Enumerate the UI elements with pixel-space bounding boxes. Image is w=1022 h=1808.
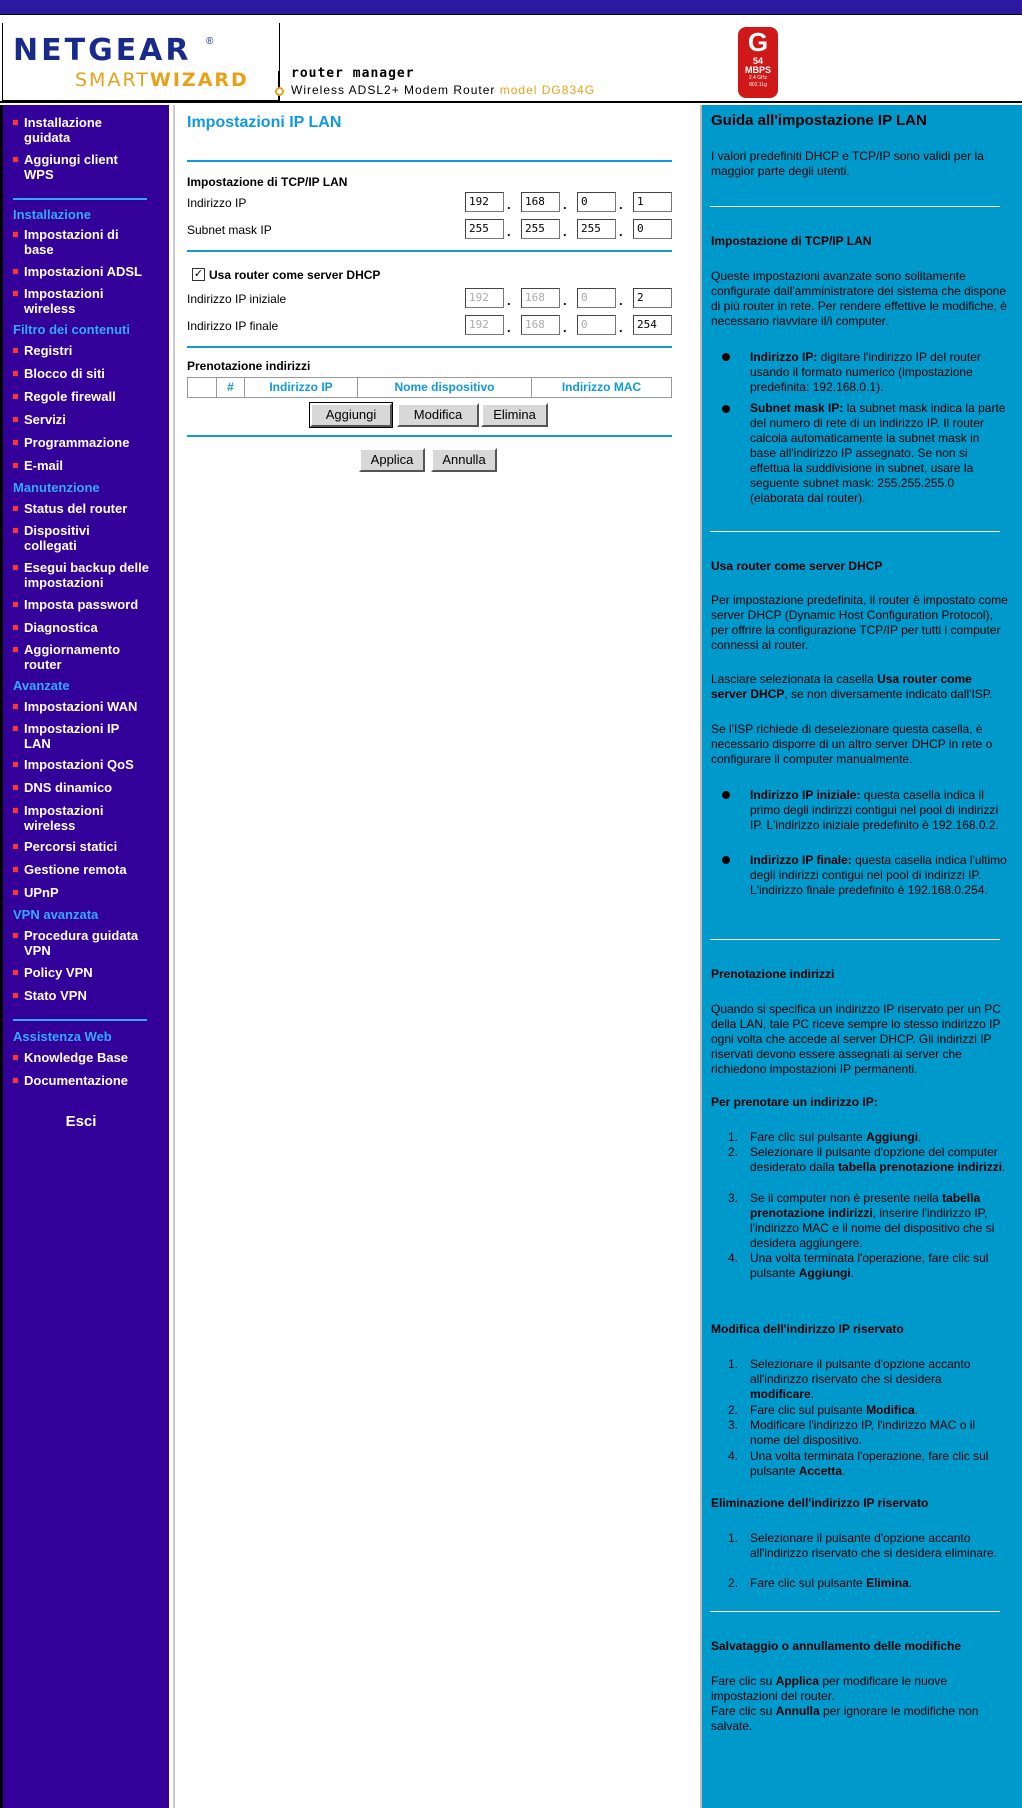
help-resv-text: Quando si specifica un indirizzo IP riservato per un PC della LAN, tale PC riceve sempre lo stesso indirizzo IP ogni volta che accede al server DHCP. Gli indirizzi IP riservati devono essere assegnati ai server che richiedono impostazioni IP permanenti. [711,1002,1001,1076]
header-dot-icon [275,87,284,96]
mask-dot: . [507,224,511,239]
brand-wizard: WIZARD [149,69,249,91]
sidebar-item-dispositivi-collegati[interactable]: Dispositivi collegati [13,523,133,553]
end-dot: . [619,320,623,335]
step-bold: Elimina [866,1576,909,1590]
header-divider [278,71,279,101]
help-separator [710,939,1000,940]
header-product: Wireless ADSL2+ Modem Router [291,83,496,97]
sidebar-item-aggiungi-client-wps[interactable]: Aggiungi client WPS [13,152,143,182]
help-reserve-step-1 [750,1130,1008,1145]
sidebar-section-manutenzione: Manutenzione [13,480,100,495]
sidebar-item-installazione-guidata[interactable]: Installazione guidata [13,115,143,145]
help-cancel-c: per ignorare le modifiche non salvate. [711,1704,979,1733]
help-separator [710,531,1000,532]
brand-netgear: NETGEAR [13,33,192,68]
sidebar-item-procedura-vpn[interactable]: Procedura guidata VPN [13,928,148,958]
step-number: 1. [728,1357,739,1371]
badge-unit: MBPS [744,65,771,75]
ip-dot: . [619,197,623,212]
badge-speed: 54 [752,56,763,66]
sidebar-item-percorsi-statici[interactable]: Percorsi statici [13,839,117,854]
help-dhcp-text1: Per impostazione predefinita, il router è impostato come server DHCP (Dynamic Host Configuration Protocol), per offrire la configurazione TCP/IP per tutti i computer connessi al router. [711,593,1008,652]
step-text: Fare clic sul pulsante [750,1130,867,1144]
sidebar-item-impostazioni-wireless[interactable]: Impostazioni wireless [13,286,143,316]
start-octet-3-input: 0 [577,288,616,308]
step-text: Fare clic sul pulsante [750,1576,867,1590]
step-text: . [918,1130,922,1144]
mask-octet-4-input[interactable]: 0 [633,219,672,239]
help-save-a: Fare clic su [711,1674,776,1688]
start-octet-1-input: 192 [465,288,504,308]
help-delete-title: Eliminazione dell'indirizzo IP riservato [711,1496,929,1510]
help-title: Guida all'impostazione IP LAN [711,112,927,129]
sidebar-section-assistenza: Assistenza Web [13,1029,112,1044]
help-edit-step-2 [750,1403,1008,1418]
step-number: 2. [728,1403,739,1417]
col-device-name: Nome dispositivo [358,378,532,397]
sidebar-section-installazione: Installazione [13,207,92,222]
ip-dot: . [563,197,567,212]
end-octet-1-input: 192 [465,315,504,335]
reservation-table-header [187,377,672,398]
step-text: Una volta terminata l'operazione, fare clic sul pulsante [750,1251,989,1280]
step-text: Selezionare il pulsante d'opzione del computer desiderato dalla [750,1145,998,1174]
help-mask-bold: Subnet mask IP: [750,401,844,415]
help-delete-step-2 [750,1576,1008,1591]
step-text: . [842,1464,846,1478]
col-mac-address: Indirizzo MAC [561,380,642,394]
start-octet-4-input[interactable]: 2 [633,288,672,308]
sidebar-item-diagnostica[interactable]: Diagnostica [13,620,98,635]
brand-logo [2,23,280,101]
help-delete-step-1 [750,1531,1008,1561]
start-dot: . [619,293,623,308]
step-number: 3. [728,1418,739,1432]
end-dot: . [507,320,511,335]
sidebar-item-backup-impostazioni[interactable]: Esegui backup delle impostazioni [13,560,158,590]
sidebar-item-upnp[interactable]: UPnP [13,885,59,900]
help-resv-title: Prenotazione indirizzi [711,967,835,981]
help-end-text: questa casella indica l'ultimo degli indirizzi contigui nel pool di indirizzi IP. L'indirizzo finale predefinito è 192.168.0.254. [750,853,1007,897]
help-save-title: Salvataggio o annullamento delle modifiche [711,1639,962,1653]
end-ip-label: Indirizzo IP finale [187,319,279,333]
badge-line1: 2.4 GHz [748,75,768,81]
sidebar [0,105,171,1808]
header [0,15,1022,103]
help-end-bold: Indirizzo IP finale: [750,853,852,867]
header-title: router manager [291,66,415,81]
step-number: 4. [728,1251,739,1265]
sidebar-item-dns-dinamico[interactable]: DNS dinamico [13,780,112,795]
subnet-mask-label: Subnet mask IP [187,223,272,237]
sidebar-item-email[interactable]: E-mail [13,458,63,473]
help-edit-step-4 [750,1449,1008,1479]
help-intro: I valori predefiniti DHCP e TCP/IP sono validi per la maggior parte degli utenti. [711,149,984,178]
step-number: 3. [728,1191,739,1205]
help-separator [710,1611,1000,1612]
help-dhcp-text2 [711,672,1011,702]
ip-octet-4-input[interactable]: 1 [633,192,672,212]
start-ip-label: Indirizzo IP iniziale [187,292,287,306]
help-tcpip-text: Queste impostazioni avanzate sono solitamente configurate dall'amministratore del sistema che dispone di più router in rete. Per rendere effettive le modifiche, è necessario riavviare il/i computer. [711,269,1007,328]
step-bold: Modifica [866,1403,915,1417]
sidebar-item-impostazioni-qos[interactable]: Impostazioni QoS [13,757,134,772]
brand-smartwizard [75,69,249,91]
help-reserve-step-3 [750,1191,1008,1251]
divider [187,435,672,437]
step-bold: Aggiungi [866,1130,919,1144]
sidebar-item-blocco-siti[interactable]: Blocco di siti [13,366,105,381]
help-save-b: Applica [775,1674,820,1688]
badge-letter: G [747,27,769,57]
header-subtitle [291,83,595,97]
step-bold: tabella prenotazione indirizzi [750,1191,981,1220]
help-start-item [750,788,1008,833]
sidebar-item-impostazioni-wireless-adv[interactable]: Impostazioni wireless [13,803,133,833]
divider [187,346,672,348]
help-mask-text: la subnet mask indica la parte del numero di rete di un indirizzo IP. Il router calcola automaticamente la subnet mask in base all'indirizzo IP assegnato. Se non si effettua la suddivisione in subnet, usare la seguente subnet mask: 255.255.255.0 (elaborata dal router). [750,401,1006,505]
help-cancel-a: Fare clic su [711,1704,776,1718]
step-text: . [810,1387,815,1401]
end-octet-4-input[interactable]: 254 [633,315,672,335]
sidebar-item-programmazione[interactable]: Programmazione [13,435,129,450]
help-dhcp-text3: Se l'ISP richiede di deselezionare questa casella, è necessario disporre di un altro server DHCP in rete o configurare il computer manualmente. [711,722,993,766]
sidebar-section-vpn: VPN avanzata [13,907,99,922]
step-text: Se il computer non è presente nella [750,1191,943,1205]
help-separator [710,206,1000,207]
top-bar [0,0,1022,15]
step-text: . [1002,1160,1006,1174]
sidebar-item-aggiornamento-router[interactable]: Aggiornamento router [13,642,133,672]
help-cancel-text [711,1704,1011,1734]
step-text: Selezionare il pulsante d'opzione accanto all'indirizzo riservato che si desidera [750,1357,971,1386]
step-bold: modificare [750,1387,811,1401]
reservation-heading: Prenotazione indirizzi [187,359,311,373]
help-cancel-b: Annulla [775,1704,820,1718]
sidebar-item-impostazioni-adsl[interactable]: Impostazioni ADSL [13,264,153,279]
help-dhcp-text2b: Usa router come server DHCP [711,672,972,701]
step-bold: Aggiungi [798,1266,851,1280]
help-save-c: per modificare le nuove impostazioni del router. [711,1674,948,1703]
cancel-button[interactable]: Annulla [431,448,497,472]
help-end-item [750,853,1008,898]
bullet-icon [722,353,730,361]
divider [187,250,672,252]
help-reserve-step-4 [750,1251,1008,1281]
step-text: Modificare l'indirizzo IP, l'indirizzo MAC o il nome del dispositivo. [750,1418,976,1447]
help-dhcp-text2c: , se non diversamente indicato dall'ISP. [784,687,993,701]
sidebar-item-regole-firewall[interactable]: Regole firewall [13,389,116,404]
bullet-icon [722,791,730,799]
ip-dot: . [507,197,511,212]
help-mask-item [750,401,1008,506]
wireless-g-badge-icon [738,27,778,98]
end-octet-2-input: 168 [521,315,560,335]
help-dhcp-text2a: Lasciare selezionata la casella [711,672,878,686]
sidebar-item-status-router[interactable]: Status del router [13,501,127,516]
apply-button[interactable]: Applica [359,448,425,472]
sidebar-item-gestione-remota[interactable]: Gestione remota [13,862,127,877]
step-number: 2. [728,1145,739,1159]
mask-dot: . [563,224,567,239]
main-content [173,105,700,1808]
sidebar-item-impostazioni-ip-lan[interactable]: Impostazioni IP LAN [13,721,133,751]
sidebar-separator [13,1019,147,1021]
help-start-bold: Indirizzo IP iniziale: [750,788,861,802]
page-title: Impostazioni IP LAN [187,114,342,131]
sidebar-item-policy-vpn[interactable]: Policy VPN [13,965,93,980]
step-text: . [908,1576,913,1590]
sidebar-item-stato-vpn[interactable]: Stato VPN [13,988,87,1003]
mask-octet-1-input[interactable]: 255 [465,219,504,239]
header-model: model DG834G [499,83,596,97]
ip-octet-3-input[interactable]: 0 [577,192,616,212]
help-reserve-title: Per prenotare un indirizzo IP: [711,1095,878,1109]
ip-octet-2-input[interactable]: 168 [521,192,560,212]
sidebar-section-filtro: Filtro dei contenuti [13,322,130,337]
step-text: . [850,1266,855,1280]
help-dhcp-title: Usa router come server DHCP [711,559,883,573]
step-text: Una volta terminata l'operazione, fare clic sul pulsante [750,1449,989,1478]
step-text: Selezionare il pulsante d'opzione accanto all'indirizzo riservato che si desidera eliminare. [750,1531,998,1560]
badge-line2: 802.11g [749,82,767,88]
sidebar-item-documentazione[interactable]: Documentazione [13,1073,128,1088]
dhcp-server-checkbox[interactable]: ✓ [193,268,204,280]
sidebar-item-imposta-password[interactable]: Imposta password [13,597,138,612]
sidebar-item-servizi[interactable]: Servizi [13,412,66,427]
help-edit-title: Modifica dell'indirizzo IP riservato [711,1322,904,1336]
logout-link[interactable]: Esci [65,1113,97,1130]
help-save-text [711,1674,1011,1704]
sidebar-separator [13,198,147,200]
bullet-icon [722,405,730,413]
dhcp-server-label: Usa router come server DHCP [209,268,381,282]
step-text: , inserire l'indirizzo IP, l'indirizzo MAC e il nome del dispositivo che si desidera aggiungere. [750,1206,995,1250]
ip-octet-1-input[interactable]: 192 [465,192,504,212]
ip-address-label: Indirizzo IP [187,196,247,210]
step-number: 2. [728,1576,739,1590]
help-start-text: questa casella indica il primo degli indirizzi contigui nel pool di indirizzi IP. L'indirizzo iniziale predefinito è 192.168.0.2. [750,788,999,832]
tcpip-heading: Impostazione di TCP/IP LAN [187,175,348,189]
mask-octet-3-input[interactable]: 255 [577,219,616,239]
end-dot: . [563,320,567,335]
start-octet-2-input: 168 [521,288,560,308]
step-text: . [914,1403,919,1417]
step-bold: tabella prenotazione indirizzi [838,1160,1003,1174]
step-number: 1. [728,1531,739,1545]
help-reserve-step-2 [750,1145,1008,1175]
brand-smart: SMART [75,69,150,91]
mask-dot: . [619,224,623,239]
sidebar-item-impostazioni-wan[interactable]: Impostazioni WAN [13,699,137,714]
help-ip-text: digitare l'indirizzo IP del router usando il formato numerico (impostazione predefinita: 192.168.0.1). [750,350,981,394]
step-number: 4. [728,1449,739,1463]
col-ip-address: Indirizzo IP [245,378,358,397]
step-bold: Accetta [798,1464,843,1478]
divider [187,160,672,162]
help-ip-item [750,350,1008,395]
start-dot: . [563,293,567,308]
step-text: Fare clic sul pulsante [750,1403,867,1417]
delete-button[interactable]: Elimina [481,403,548,427]
sidebar-item-impostazioni-base[interactable]: Impostazioni di base [13,227,143,257]
col-select [188,378,217,397]
sidebar-item-registri[interactable]: Registri [13,343,72,358]
step-number: 1. [728,1130,739,1144]
add-button[interactable]: Aggiungi [310,403,392,427]
sidebar-section-avanzate: Avanzate [13,678,70,693]
sidebar-item-knowledge-base[interactable]: Knowledge Base [13,1050,128,1065]
bullet-icon [722,856,730,864]
help-tcpip-title: Impostazione di TCP/IP LAN [711,234,872,248]
mask-octet-2-input[interactable]: 255 [521,219,560,239]
start-dot: . [507,293,511,308]
col-number: # [217,378,245,397]
edit-button[interactable]: Modifica [397,403,479,427]
help-panel [700,105,1022,1808]
brand-registered: ® [206,36,214,47]
end-octet-3-input: 0 [577,315,616,335]
help-ip-bold: Indirizzo IP: [750,350,818,364]
help-edit-step-3 [750,1418,1008,1448]
help-edit-step-1 [750,1357,1008,1402]
